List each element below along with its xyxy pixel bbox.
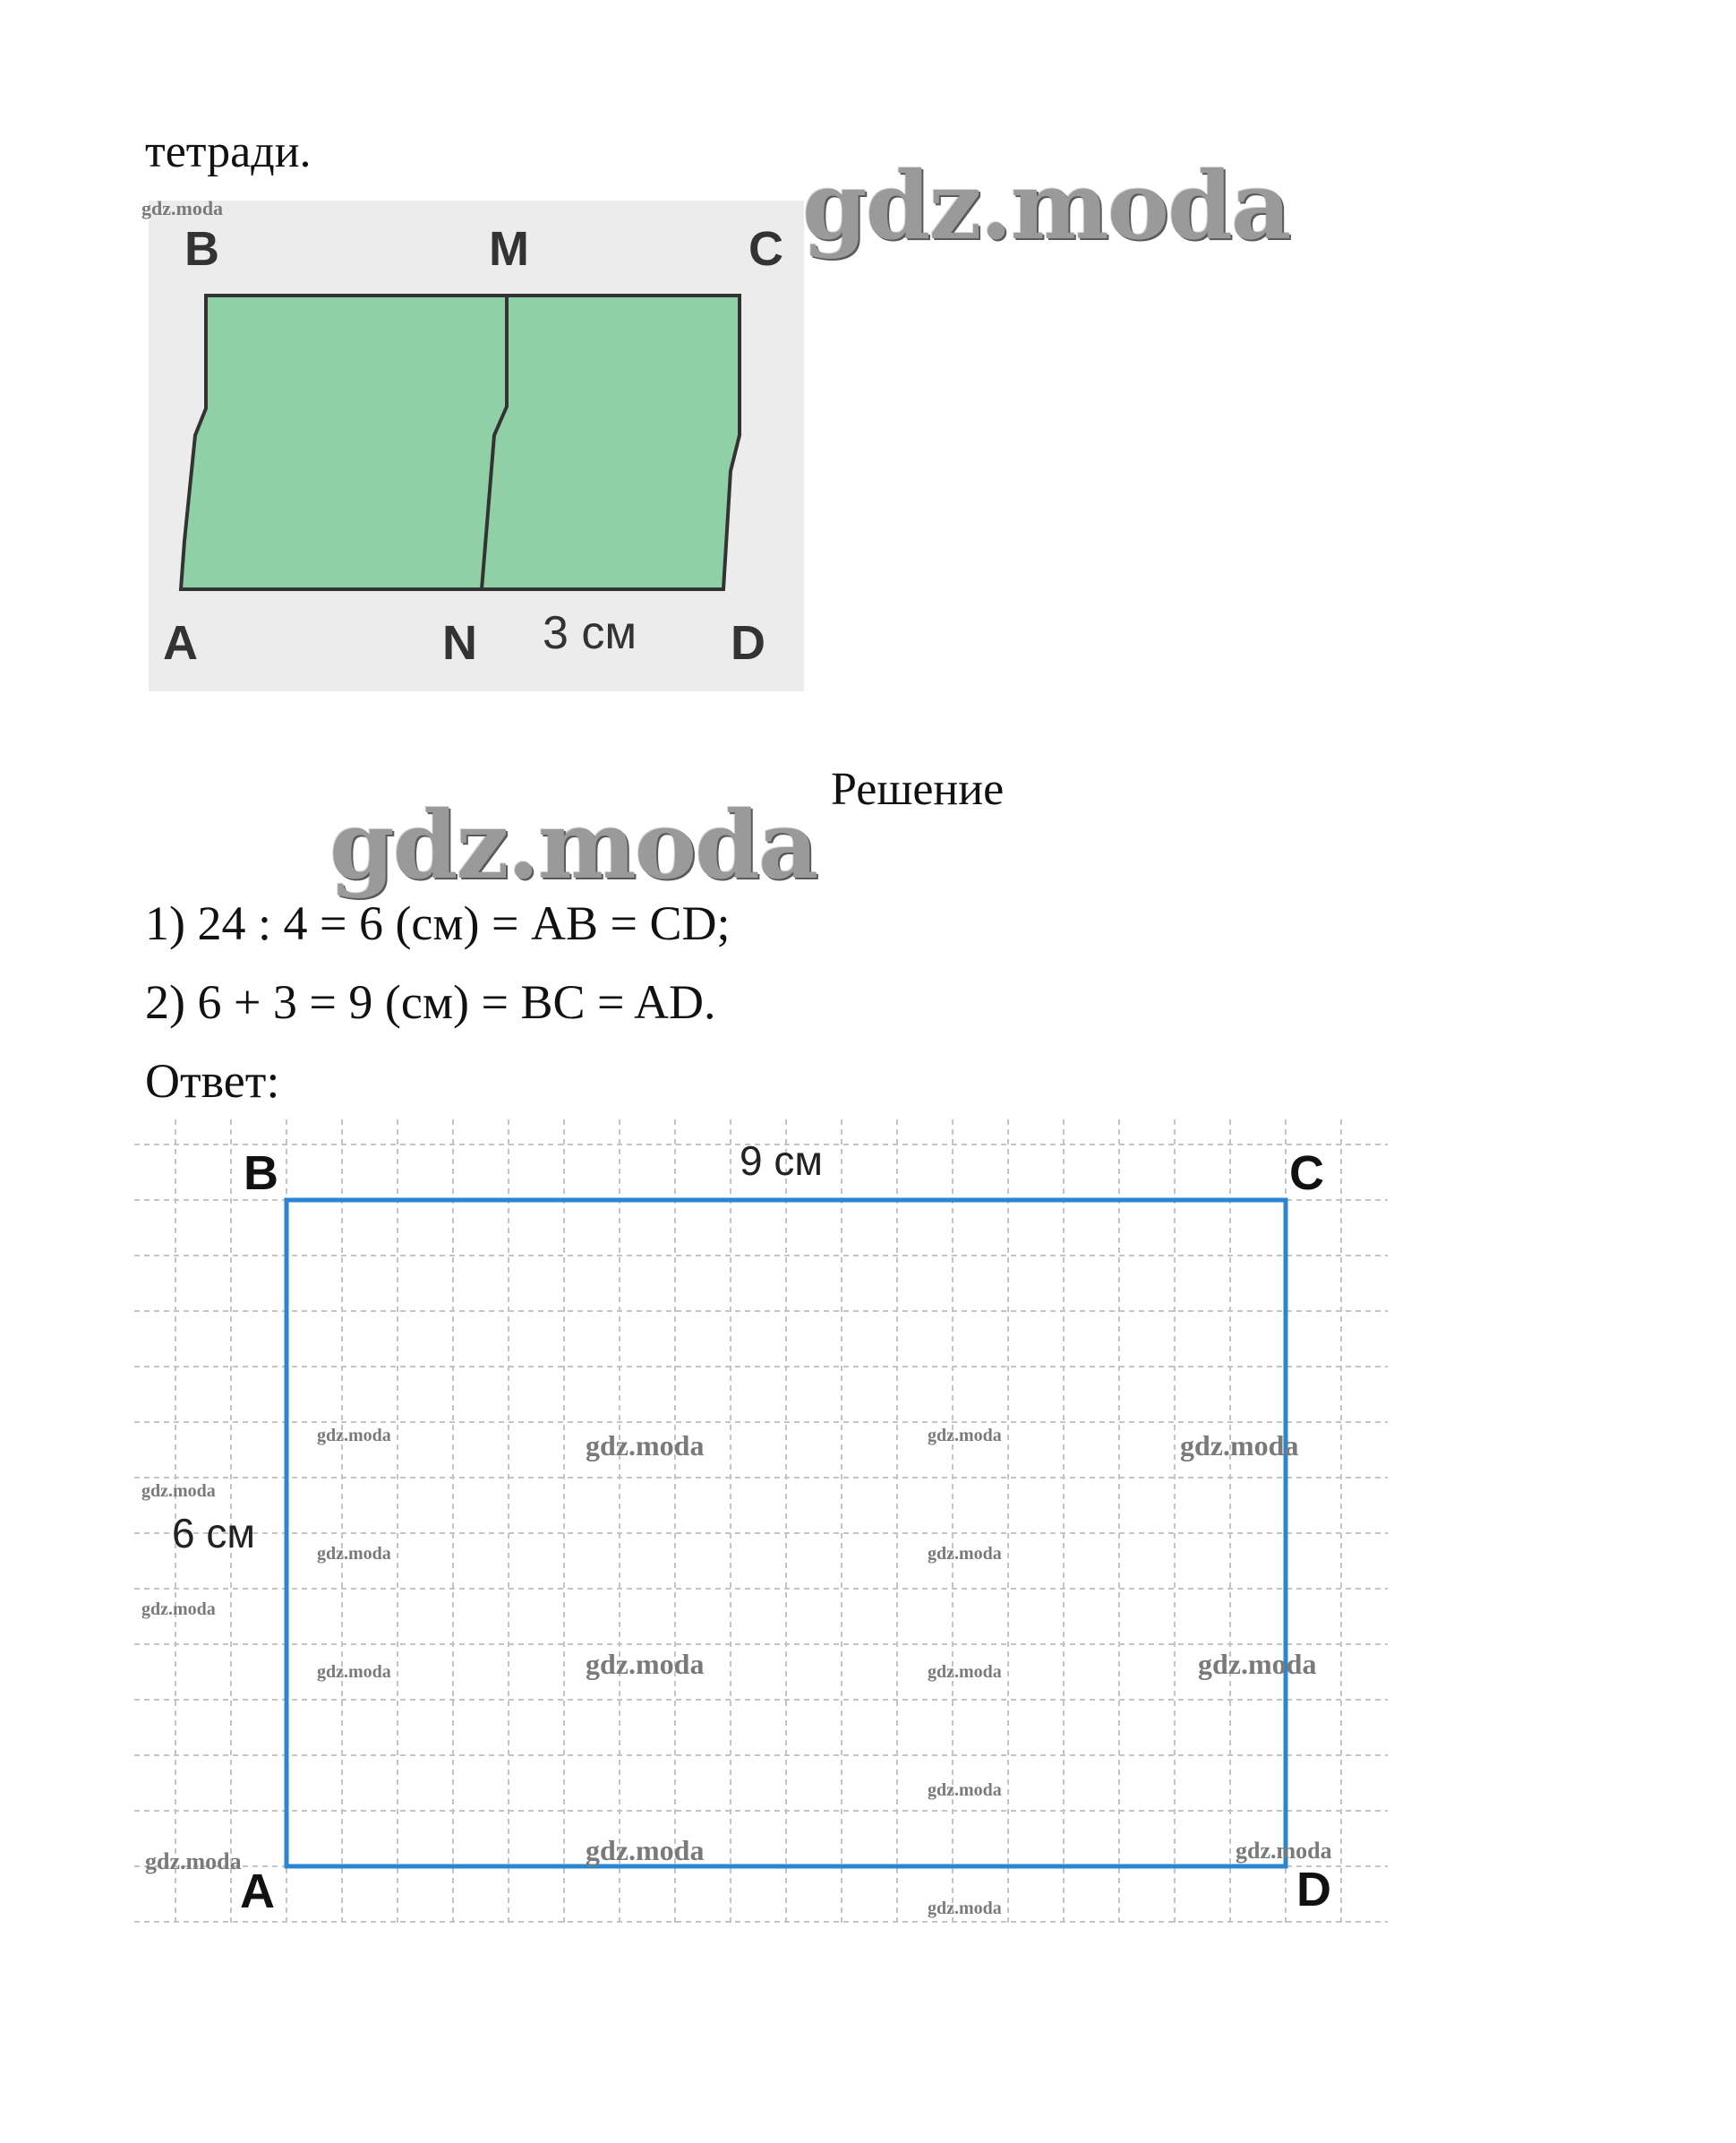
answer-label-c: C bbox=[1289, 1146, 1324, 1200]
watermark-small: gdz.moda bbox=[141, 197, 224, 219]
figure-measure-label: 3 см bbox=[543, 607, 637, 659]
watermark-medium: gdz.moda bbox=[586, 1648, 705, 1680]
answer-label-b: B bbox=[244, 1146, 278, 1200]
figure-label-n: N bbox=[442, 616, 477, 670]
figure-rectangle-photo bbox=[149, 201, 804, 691]
watermark-medium: gdz.moda bbox=[586, 1834, 705, 1866]
figure-label-a: A bbox=[163, 616, 198, 670]
watermark-small: gdz.moda bbox=[317, 1544, 391, 1564]
solution-heading: Решение bbox=[831, 764, 1005, 815]
watermark-small: gdz.moda bbox=[928, 1780, 1002, 1800]
watermark-large: gdz.moda bbox=[802, 150, 1290, 261]
figure-green-rectangle bbox=[181, 296, 740, 589]
answer-label-d: D bbox=[1296, 1863, 1331, 1916]
answer-label: Ответ: bbox=[145, 1054, 280, 1108]
watermark-small: gdz.moda bbox=[928, 1426, 1002, 1445]
watermark-small: gdz.moda bbox=[317, 1426, 391, 1445]
watermark-small: gdz.moda bbox=[928, 1544, 1002, 1564]
watermark-small: gdz.moda bbox=[141, 1599, 216, 1619]
grid-lines bbox=[134, 1119, 1388, 1925]
task-text-tail: тетради. bbox=[145, 126, 312, 177]
watermark-small: gdz.moda bbox=[928, 1662, 1002, 1682]
watermark-small: gdz.moda bbox=[317, 1662, 391, 1682]
watermark-small: gdz.moda bbox=[145, 1848, 242, 1874]
answer-width-label: 9 см bbox=[740, 1137, 823, 1184]
figure-svg bbox=[149, 201, 804, 691]
answer-grid-drawing bbox=[134, 1119, 1388, 1925]
watermark-large: gdz.moda bbox=[329, 790, 817, 900]
answer-height-label: 6 см bbox=[172, 1510, 255, 1556]
figure-label-m: M bbox=[489, 222, 529, 276]
watermark-small: gdz.moda bbox=[141, 1481, 216, 1501]
watermark-small: gdz.moda bbox=[928, 1899, 1002, 1918]
figure-label-c: C bbox=[748, 222, 783, 276]
solution-step-1: 1) 24 : 4 = 6 (см) = AB = CD; bbox=[145, 896, 731, 950]
figure-label-b: B bbox=[184, 222, 219, 276]
watermark-small: gdz.moda bbox=[1236, 1838, 1332, 1864]
solution-step-2: 2) 6 + 3 = 9 (см) = BC = AD. bbox=[145, 975, 716, 1029]
watermark-medium: gdz.moda bbox=[1180, 1429, 1299, 1462]
watermark-medium: gdz.moda bbox=[586, 1429, 705, 1462]
answer-label-a: A bbox=[240, 1864, 275, 1918]
watermark-medium: gdz.moda bbox=[1198, 1648, 1317, 1680]
answer-svg bbox=[134, 1119, 1388, 1925]
figure-label-d: D bbox=[731, 616, 765, 670]
